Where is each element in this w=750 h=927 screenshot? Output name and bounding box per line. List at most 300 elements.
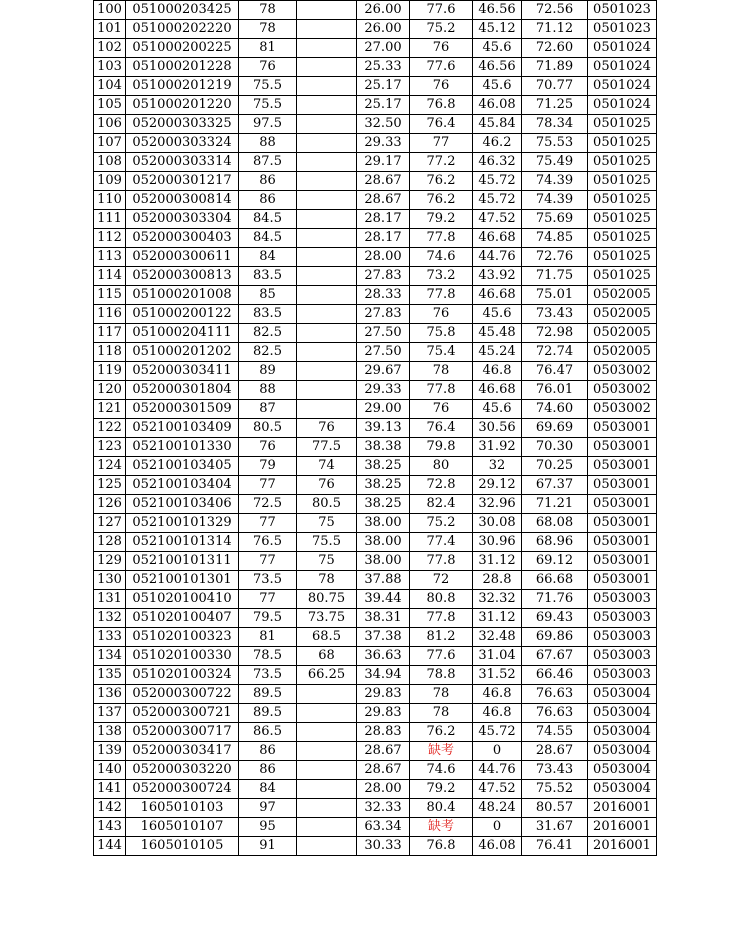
cell-written-score-1: 77 xyxy=(239,514,297,533)
cell-written-score-2 xyxy=(297,153,357,172)
cell-written-score-1: 80.5 xyxy=(239,419,297,438)
cell-written-score-2 xyxy=(297,818,357,837)
cell-written-score-2 xyxy=(297,115,357,134)
cell-candidate-id: 052100101311 xyxy=(126,552,239,571)
cell-candidate-id: 052100101301 xyxy=(126,571,239,590)
cell-interview-score: 77.6 xyxy=(410,1,473,20)
cell-written-score-1: 86 xyxy=(239,742,297,761)
cell-written-score-1: 83.5 xyxy=(239,305,297,324)
cell-interview-score: 缺考 xyxy=(410,818,473,837)
cell-interview-score: 76.4 xyxy=(410,115,473,134)
cell-written-score-1: 77 xyxy=(239,476,297,495)
cell-written-score-2: 75.5 xyxy=(297,533,357,552)
cell-weighted-written: 29.17 xyxy=(357,153,410,172)
cell-weighted-interview: 31.12 xyxy=(473,552,522,571)
cell-candidate-id: 052100103404 xyxy=(126,476,239,495)
table-row xyxy=(94,210,657,229)
cell-position-code: 0503002 xyxy=(588,362,657,381)
cell-total-score: 71.75 xyxy=(522,267,588,286)
cell-weighted-interview: 31.52 xyxy=(473,666,522,685)
cell-position-code: 0501025 xyxy=(588,229,657,248)
cell-written-score-1: 86.5 xyxy=(239,723,297,742)
table-row xyxy=(94,96,657,115)
cell-interview-score: 缺考 xyxy=(410,742,473,761)
cell-row-number: 106 xyxy=(94,115,126,134)
cell-total-score: 72.60 xyxy=(522,39,588,58)
cell-weighted-written: 27.00 xyxy=(357,39,410,58)
cell-weighted-written: 25.33 xyxy=(357,58,410,77)
cell-written-score-1: 97.5 xyxy=(239,115,297,134)
table-row xyxy=(94,609,657,628)
cell-written-score-1: 91 xyxy=(239,837,297,856)
cell-candidate-id: 052000303417 xyxy=(126,742,239,761)
cell-row-number: 107 xyxy=(94,134,126,153)
cell-written-score-2 xyxy=(297,837,357,856)
cell-candidate-id: 052000303304 xyxy=(126,210,239,229)
cell-written-score-1: 89.5 xyxy=(239,685,297,704)
cell-row-number: 140 xyxy=(94,761,126,780)
cell-weighted-interview: 47.52 xyxy=(473,780,522,799)
table-row xyxy=(94,476,657,495)
cell-candidate-id: 051000204111 xyxy=(126,324,239,343)
cell-position-code: 2016001 xyxy=(588,818,657,837)
cell-interview-score: 76 xyxy=(410,77,473,96)
cell-weighted-written: 38.00 xyxy=(357,552,410,571)
cell-written-score-1: 87 xyxy=(239,400,297,419)
table-row xyxy=(94,666,657,685)
cell-total-score: 31.67 xyxy=(522,818,588,837)
cell-interview-score: 77.8 xyxy=(410,286,473,305)
cell-interview-score: 72.8 xyxy=(410,476,473,495)
cell-interview-score: 76.2 xyxy=(410,723,473,742)
cell-weighted-interview: 31.92 xyxy=(473,438,522,457)
cell-candidate-id: 051020100324 xyxy=(126,666,239,685)
cell-total-score: 75.01 xyxy=(522,286,588,305)
cell-interview-score: 81.2 xyxy=(410,628,473,647)
cell-position-code: 0502005 xyxy=(588,343,657,362)
cell-weighted-written: 27.50 xyxy=(357,343,410,362)
table-row xyxy=(94,400,657,419)
cell-weighted-interview: 45.6 xyxy=(473,39,522,58)
cell-weighted-interview: 45.48 xyxy=(473,324,522,343)
table-row xyxy=(94,552,657,571)
cell-weighted-interview: 46.2 xyxy=(473,134,522,153)
cell-row-number: 115 xyxy=(94,286,126,305)
table-row xyxy=(94,571,657,590)
cell-weighted-written: 38.25 xyxy=(357,457,410,476)
table-row xyxy=(94,837,657,856)
cell-interview-score: 76.2 xyxy=(410,191,473,210)
table-row xyxy=(94,58,657,77)
table-row xyxy=(94,723,657,742)
cell-weighted-written: 26.00 xyxy=(357,20,410,39)
cell-row-number: 132 xyxy=(94,609,126,628)
cell-written-score-1: 76 xyxy=(239,58,297,77)
table-row xyxy=(94,704,657,723)
cell-written-score-1: 75.5 xyxy=(239,96,297,115)
cell-written-score-1: 85 xyxy=(239,286,297,305)
cell-total-score: 76.63 xyxy=(522,685,588,704)
cell-row-number: 114 xyxy=(94,267,126,286)
cell-written-score-1: 86 xyxy=(239,172,297,191)
cell-weighted-written: 29.83 xyxy=(357,704,410,723)
cell-weighted-written: 28.67 xyxy=(357,172,410,191)
cell-total-score: 28.67 xyxy=(522,742,588,761)
cell-candidate-id: 052000300814 xyxy=(126,191,239,210)
cell-row-number: 108 xyxy=(94,153,126,172)
table-row xyxy=(94,248,657,267)
cell-written-score-2 xyxy=(297,742,357,761)
cell-candidate-id: 051000201220 xyxy=(126,96,239,115)
cell-position-code: 2016001 xyxy=(588,799,657,818)
cell-weighted-written: 29.67 xyxy=(357,362,410,381)
cell-weighted-written: 25.17 xyxy=(357,96,410,115)
table-row xyxy=(94,761,657,780)
cell-total-score: 71.12 xyxy=(522,20,588,39)
cell-candidate-id: 052000301509 xyxy=(126,400,239,419)
cell-weighted-written: 25.17 xyxy=(357,77,410,96)
table-row xyxy=(94,305,657,324)
cell-position-code: 0501025 xyxy=(588,210,657,229)
cell-written-score-1: 84.5 xyxy=(239,210,297,229)
cell-interview-score: 78 xyxy=(410,704,473,723)
cell-written-score-2 xyxy=(297,324,357,343)
cell-position-code: 0501025 xyxy=(588,248,657,267)
cell-total-score: 75.53 xyxy=(522,134,588,153)
cell-weighted-written: 29.33 xyxy=(357,381,410,400)
cell-interview-score: 77.6 xyxy=(410,58,473,77)
cell-written-score-2 xyxy=(297,400,357,419)
cell-written-score-1: 86 xyxy=(239,191,297,210)
cell-position-code: 0501023 xyxy=(588,20,657,39)
table-row xyxy=(94,39,657,58)
cell-position-code: 0502005 xyxy=(588,324,657,343)
cell-written-score-2 xyxy=(297,210,357,229)
cell-weighted-interview: 45.6 xyxy=(473,305,522,324)
cell-weighted-interview: 45.72 xyxy=(473,723,522,742)
cell-row-number: 125 xyxy=(94,476,126,495)
cell-candidate-id: 1605010105 xyxy=(126,837,239,856)
cell-written-score-1: 78 xyxy=(239,1,297,20)
cell-interview-score: 80 xyxy=(410,457,473,476)
cell-written-score-2: 75 xyxy=(297,514,357,533)
cell-weighted-written: 38.38 xyxy=(357,438,410,457)
table-row xyxy=(94,191,657,210)
cell-weighted-interview: 45.72 xyxy=(473,172,522,191)
cell-candidate-id: 051020100330 xyxy=(126,647,239,666)
cell-total-score: 74.39 xyxy=(522,172,588,191)
cell-interview-score: 75.4 xyxy=(410,343,473,362)
cell-written-score-1: 88 xyxy=(239,134,297,153)
cell-position-code: 0503001 xyxy=(588,552,657,571)
cell-weighted-interview: 44.76 xyxy=(473,761,522,780)
cell-written-score-1: 77 xyxy=(239,552,297,571)
cell-weighted-written: 28.17 xyxy=(357,210,410,229)
cell-weighted-written: 27.50 xyxy=(357,324,410,343)
table-row xyxy=(94,134,657,153)
cell-row-number: 127 xyxy=(94,514,126,533)
cell-total-score: 71.25 xyxy=(522,96,588,115)
cell-interview-score: 76 xyxy=(410,305,473,324)
cell-position-code: 0503001 xyxy=(588,419,657,438)
cell-weighted-written: 37.88 xyxy=(357,571,410,590)
cell-candidate-id: 052000303324 xyxy=(126,134,239,153)
cell-total-score: 71.21 xyxy=(522,495,588,514)
cell-interview-score: 75.2 xyxy=(410,20,473,39)
cell-total-score: 67.37 xyxy=(522,476,588,495)
cell-row-number: 100 xyxy=(94,1,126,20)
cell-total-score: 73.43 xyxy=(522,305,588,324)
cell-row-number: 122 xyxy=(94,419,126,438)
cell-candidate-id: 052100103405 xyxy=(126,457,239,476)
cell-position-code: 0501025 xyxy=(588,267,657,286)
cell-weighted-written: 38.25 xyxy=(357,476,410,495)
cell-written-score-2: 76 xyxy=(297,476,357,495)
cell-written-score-1: 95 xyxy=(239,818,297,837)
cell-weighted-written: 32.33 xyxy=(357,799,410,818)
cell-position-code: 0501025 xyxy=(588,134,657,153)
table-row xyxy=(94,818,657,837)
cell-total-score: 69.43 xyxy=(522,609,588,628)
cell-candidate-id: 052000303411 xyxy=(126,362,239,381)
cell-weighted-written: 28.33 xyxy=(357,286,410,305)
cell-weighted-written: 28.67 xyxy=(357,191,410,210)
table-row xyxy=(94,628,657,647)
table-row xyxy=(94,115,657,134)
cell-position-code: 0503003 xyxy=(588,590,657,609)
cell-candidate-id: 052000303325 xyxy=(126,115,239,134)
cell-row-number: 101 xyxy=(94,20,126,39)
table-row xyxy=(94,286,657,305)
table-row xyxy=(94,533,657,552)
cell-weighted-written: 38.00 xyxy=(357,514,410,533)
cell-written-score-2 xyxy=(297,362,357,381)
cell-position-code: 0503004 xyxy=(588,742,657,761)
cell-row-number: 112 xyxy=(94,229,126,248)
cell-weighted-interview: 32.96 xyxy=(473,495,522,514)
cell-row-number: 118 xyxy=(94,343,126,362)
cell-written-score-1: 82.5 xyxy=(239,324,297,343)
cell-written-score-1: 84.5 xyxy=(239,229,297,248)
cell-weighted-interview: 46.8 xyxy=(473,362,522,381)
cell-weighted-written: 39.44 xyxy=(357,590,410,609)
cell-interview-score: 77.2 xyxy=(410,153,473,172)
cell-total-score: 72.74 xyxy=(522,343,588,362)
cell-interview-score: 82.4 xyxy=(410,495,473,514)
cell-interview-score: 76.8 xyxy=(410,837,473,856)
cell-written-score-2 xyxy=(297,381,357,400)
cell-written-score-2 xyxy=(297,1,357,20)
cell-weighted-interview: 28.8 xyxy=(473,571,522,590)
table-row xyxy=(94,229,657,248)
cell-candidate-id: 052000301217 xyxy=(126,172,239,191)
cell-written-score-2: 77.5 xyxy=(297,438,357,457)
cell-written-score-2 xyxy=(297,172,357,191)
cell-position-code: 0501024 xyxy=(588,96,657,115)
cell-candidate-id: 052000303220 xyxy=(126,761,239,780)
cell-total-score: 67.67 xyxy=(522,647,588,666)
cell-candidate-id: 051000203425 xyxy=(126,1,239,20)
cell-position-code: 0503001 xyxy=(588,533,657,552)
cell-row-number: 141 xyxy=(94,780,126,799)
cell-weighted-interview: 46.56 xyxy=(473,1,522,20)
cell-weighted-written: 39.13 xyxy=(357,419,410,438)
cell-weighted-written: 28.00 xyxy=(357,780,410,799)
cell-position-code: 0503002 xyxy=(588,400,657,419)
cell-written-score-2: 76 xyxy=(297,419,357,438)
cell-weighted-interview: 32.32 xyxy=(473,590,522,609)
cell-row-number: 113 xyxy=(94,248,126,267)
cell-weighted-interview: 0 xyxy=(473,742,522,761)
table-row xyxy=(94,438,657,457)
cell-weighted-interview: 47.52 xyxy=(473,210,522,229)
cell-position-code: 0501024 xyxy=(588,58,657,77)
cell-candidate-id: 052100101314 xyxy=(126,533,239,552)
cell-position-code: 0501025 xyxy=(588,115,657,134)
cell-interview-score: 76.8 xyxy=(410,96,473,115)
cell-interview-score: 78 xyxy=(410,685,473,704)
table-row xyxy=(94,77,657,96)
cell-position-code: 0502005 xyxy=(588,305,657,324)
table-row xyxy=(94,381,657,400)
cell-position-code: 0503003 xyxy=(588,666,657,685)
cell-weighted-interview: 46.68 xyxy=(473,286,522,305)
cell-weighted-written: 38.31 xyxy=(357,609,410,628)
cell-candidate-id: 052100101330 xyxy=(126,438,239,457)
cell-row-number: 126 xyxy=(94,495,126,514)
cell-total-score: 75.52 xyxy=(522,780,588,799)
cell-row-number: 133 xyxy=(94,628,126,647)
table-row xyxy=(94,267,657,286)
cell-weighted-interview: 30.08 xyxy=(473,514,522,533)
cell-row-number: 129 xyxy=(94,552,126,571)
cell-position-code: 0501023 xyxy=(588,1,657,20)
cell-interview-score: 72 xyxy=(410,571,473,590)
cell-written-score-2 xyxy=(297,723,357,742)
cell-row-number: 102 xyxy=(94,39,126,58)
cell-total-score: 75.49 xyxy=(522,153,588,172)
cell-candidate-id: 1605010107 xyxy=(126,818,239,837)
cell-candidate-id: 052000300611 xyxy=(126,248,239,267)
cell-total-score: 74.55 xyxy=(522,723,588,742)
cell-row-number: 138 xyxy=(94,723,126,742)
cell-written-score-1: 83.5 xyxy=(239,267,297,286)
cell-candidate-id: 051020100323 xyxy=(126,628,239,647)
cell-candidate-id: 052000300722 xyxy=(126,685,239,704)
cell-interview-score: 79.2 xyxy=(410,210,473,229)
cell-row-number: 143 xyxy=(94,818,126,837)
cell-total-score: 70.30 xyxy=(522,438,588,457)
cell-weighted-interview: 0 xyxy=(473,818,522,837)
cell-candidate-id: 052000300721 xyxy=(126,704,239,723)
table-row xyxy=(94,153,657,172)
cell-candidate-id: 051000202220 xyxy=(126,20,239,39)
cell-weighted-interview: 44.76 xyxy=(473,248,522,267)
table-row xyxy=(94,457,657,476)
cell-written-score-1: 75.5 xyxy=(239,77,297,96)
cell-row-number: 139 xyxy=(94,742,126,761)
cell-row-number: 124 xyxy=(94,457,126,476)
table-row xyxy=(94,419,657,438)
cell-position-code: 0503003 xyxy=(588,609,657,628)
cell-written-score-2 xyxy=(297,77,357,96)
cell-interview-score: 76.4 xyxy=(410,419,473,438)
cell-total-score: 73.43 xyxy=(522,761,588,780)
cell-candidate-id: 052100103406 xyxy=(126,495,239,514)
cell-row-number: 137 xyxy=(94,704,126,723)
cell-written-score-1: 87.5 xyxy=(239,153,297,172)
cell-row-number: 130 xyxy=(94,571,126,590)
cell-written-score-1: 76.5 xyxy=(239,533,297,552)
cell-row-number: 104 xyxy=(94,77,126,96)
cell-written-score-1: 81 xyxy=(239,628,297,647)
cell-written-score-2: 73.75 xyxy=(297,609,357,628)
cell-row-number: 144 xyxy=(94,837,126,856)
cell-written-score-1: 82.5 xyxy=(239,343,297,362)
cell-interview-score: 77 xyxy=(410,134,473,153)
cell-weighted-interview: 45.12 xyxy=(473,20,522,39)
cell-candidate-id: 052000300717 xyxy=(126,723,239,742)
cell-interview-score: 80.8 xyxy=(410,590,473,609)
cell-position-code: 0503004 xyxy=(588,723,657,742)
table-row xyxy=(94,172,657,191)
cell-position-code: 0501024 xyxy=(588,77,657,96)
cell-weighted-written: 32.50 xyxy=(357,115,410,134)
cell-total-score: 70.77 xyxy=(522,77,588,96)
cell-position-code: 0503004 xyxy=(588,685,657,704)
cell-total-score: 72.76 xyxy=(522,248,588,267)
cell-position-code: 0503002 xyxy=(588,381,657,400)
cell-total-score: 76.41 xyxy=(522,837,588,856)
cell-weighted-interview: 45.72 xyxy=(473,191,522,210)
cell-written-score-1: 72.5 xyxy=(239,495,297,514)
cell-total-score: 72.98 xyxy=(522,324,588,343)
cell-written-score-1: 79 xyxy=(239,457,297,476)
cell-row-number: 103 xyxy=(94,58,126,77)
cell-weighted-written: 29.33 xyxy=(357,134,410,153)
cell-candidate-id: 051020100410 xyxy=(126,590,239,609)
table-row xyxy=(94,590,657,609)
cell-written-score-1: 84 xyxy=(239,248,297,267)
cell-total-score: 70.25 xyxy=(522,457,588,476)
cell-total-score: 76.47 xyxy=(522,362,588,381)
cell-interview-score: 77.8 xyxy=(410,609,473,628)
cell-written-score-1: 76 xyxy=(239,438,297,457)
cell-position-code: 0503001 xyxy=(588,438,657,457)
cell-interview-score: 77.4 xyxy=(410,533,473,552)
cell-written-score-1: 79.5 xyxy=(239,609,297,628)
cell-written-score-1: 77 xyxy=(239,590,297,609)
cell-candidate-id: 052000300813 xyxy=(126,267,239,286)
table-row xyxy=(94,343,657,362)
cell-position-code: 0503001 xyxy=(588,571,657,590)
cell-interview-score: 77.6 xyxy=(410,647,473,666)
cell-weighted-interview: 46.8 xyxy=(473,685,522,704)
cell-position-code: 0503001 xyxy=(588,476,657,495)
cell-weighted-written: 28.17 xyxy=(357,229,410,248)
cell-interview-score: 77.8 xyxy=(410,229,473,248)
cell-written-score-1: 78 xyxy=(239,20,297,39)
cell-weighted-interview: 45.6 xyxy=(473,77,522,96)
cell-position-code: 0503003 xyxy=(588,628,657,647)
cell-position-code: 0503001 xyxy=(588,495,657,514)
cell-interview-score: 75.2 xyxy=(410,514,473,533)
cell-candidate-id: 052000300403 xyxy=(126,229,239,248)
cell-weighted-interview: 45.84 xyxy=(473,115,522,134)
cell-total-score: 80.57 xyxy=(522,799,588,818)
cell-position-code: 0503004 xyxy=(588,704,657,723)
cell-written-score-2 xyxy=(297,229,357,248)
